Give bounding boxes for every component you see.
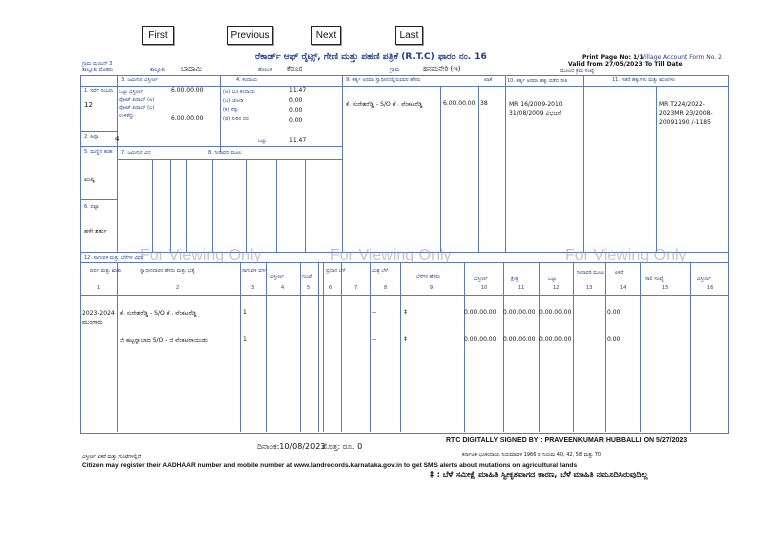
tax-row-1: (ಬ) ಜೋಡಿ xyxy=(223,98,244,104)
survey-number: 12 xyxy=(84,101,93,109)
col-header-2: ಸ್ವಾಧೀನದಾರರ ಹೆಸರು ಮತ್ತು ಭತ್ಯೆ xyxy=(140,268,195,274)
first-button[interactable]: First xyxy=(142,26,174,45)
watermark: For Viewing Only xyxy=(565,247,687,264)
row-class: 1 xyxy=(243,336,247,343)
row-v12: 0.00.00.00 xyxy=(539,336,572,343)
row-v12: 0.00.00.00 xyxy=(539,309,572,316)
digital-signature: RTC DIGITALLY SIGNED BY : PRAVEENKUMAR HUBBALLI ON 5/27/2023 xyxy=(446,437,688,444)
col-num-1: 1 xyxy=(97,285,101,291)
tenure-value: ಹಳೇ ಶರ್ತು xyxy=(84,228,107,235)
row-v14: 0.00 xyxy=(607,309,621,316)
col-header-8: ಮಿಶ್ರ ಬೆಳೆ xyxy=(372,268,388,274)
total-label: ಒಟ್ಟು xyxy=(258,138,267,144)
col-num-8: 8 xyxy=(384,285,388,291)
soil-value: ಖುಷ್ಕಿ xyxy=(84,176,95,183)
form-title: ರೆಕಾರ್ಡ್ ಆಫ್ ರೈಟ್ಸ್, ಗೇಣಿ ಮತ್ತು ಪಹಣಿ ಪತ್ರಿಕೆ (R.T.C) ಫಾರಂ ನಂ. 16 xyxy=(255,52,487,62)
col-header-3: ಸಾಗುವಳಿ ವರ್ಗ xyxy=(242,268,267,274)
watermark: For Viewing Only xyxy=(140,247,262,264)
form-number: Village Account Form No. 2 xyxy=(641,54,722,61)
row-dash: -- xyxy=(372,309,377,316)
col-num-6: 6 xyxy=(329,285,333,291)
col-header-15: ಸಾಲಿ ಸಂಖ್ಯೆ xyxy=(645,276,664,282)
taluk-label: ತಾಲ್ಲೂಕು xyxy=(150,67,166,73)
area-row-3: ಉಳಿಕೆದ್ದು xyxy=(119,113,135,119)
district-label: ಮೂಲದ ಕ್ರಮ ಸಂಖ್ಯೆ xyxy=(560,68,595,74)
hissa-number: 4 xyxy=(115,135,120,143)
col-header-11: ಕ್ಷೇತ್ರ xyxy=(511,276,519,282)
row-dash: -- xyxy=(372,336,377,343)
tax-row-3: (ಡ) ನೀರಿನ ದರ xyxy=(223,116,249,122)
right-acq-value: MR 16/2009-2010 31/08/2009 ವಿಭಜನೆ xyxy=(509,101,563,117)
validity: Valid from 27/05/2023 To Till Date xyxy=(568,61,683,68)
owner-extent: 6.00.00.00 xyxy=(443,100,476,107)
col-header-10: ವಿಸ್ತೀರ್ಣ xyxy=(474,276,488,282)
row-mark: ‡ xyxy=(404,309,407,316)
owner-khata: 38 xyxy=(480,100,488,107)
total-value: 11.47 xyxy=(289,137,307,144)
col-header-14: ಏಕರೆ xyxy=(615,270,624,276)
hissa-label: 2. ಹಿಸ್ಸಾ xyxy=(84,134,99,140)
soil-label: 5. ಮಣ್ಣಿನ ತರಹ xyxy=(84,149,113,155)
col-num-13: 13 xyxy=(586,285,593,291)
area-value-0: 6.00.00.00 xyxy=(171,87,204,94)
col-num-15: 15 xyxy=(662,285,669,291)
area-header: 3. ಜಮೀನಿನ ವಿಸ್ತೀರ್ಣ xyxy=(121,77,158,83)
tenure-label: 6. ಪಟ್ಟಾ xyxy=(84,204,99,210)
col-header-5: ಗುಂಟೆ xyxy=(302,274,312,280)
previous-button[interactable]: Previous xyxy=(227,26,273,45)
col-num-3: 3 xyxy=(251,285,255,291)
col-header-13: ನೀರಾವರಿ ಮೂಲ xyxy=(577,270,605,276)
row-class: 1 xyxy=(243,309,247,316)
tax-value-3: 0.00 xyxy=(289,117,303,124)
col-header-4: ವಿಸ್ತೀರ್ಣ xyxy=(270,274,284,280)
khata-label: ಖಾತೆ xyxy=(484,77,493,83)
tax-value-1: 0.00 xyxy=(289,97,303,104)
row-v11: 0.00.00.00 xyxy=(503,309,536,316)
col-header-16: ವಿಸ್ತೀರ್ಣ xyxy=(697,276,711,282)
col-num-5: 5 xyxy=(307,285,311,291)
right-acq-label: 10. ಕರ್ತೃ ಅಥವಾ ಹಕ್ಕು ಪಡೆದ ರೀತಿ xyxy=(507,78,568,84)
land-type-label: 7. ಜಮೀನಿನ ವಿಧ xyxy=(121,150,151,156)
col-num-12: 12 xyxy=(553,285,560,291)
row-year: 2023-2024 ಮುಂಗಾರು xyxy=(82,310,115,326)
watermark: For Viewing Only xyxy=(330,247,452,264)
tax-value-0: 11.47 xyxy=(289,87,307,94)
row-name: ಕೆ. ಸುರೇಶರೆಡ್ಡಿ - S/O ಕೆ . ವೆಂಕಟರೆಡ್ಡಿ xyxy=(120,310,197,317)
col-num-10: 10 xyxy=(481,285,488,291)
liability-label: 11. ಇತರೆ ಹಕ್ಕುಗಳು ಮತ್ತು ಋಣಗಳು xyxy=(612,77,676,83)
footer-date: ದಿನಾಂಕ:10/08/2023 xyxy=(257,442,326,451)
col-header-9: ಬೆಳೆಗಳ ಹೆಸರು xyxy=(416,274,441,280)
last-button[interactable]: Last xyxy=(395,26,423,45)
irrigation-label: 8. ನೀರಾವರಿ ಮೂಲ xyxy=(208,150,242,156)
area-row-2: ಪೋಟ್ ಖರಾಬ್ (ಬ) xyxy=(119,105,155,111)
grama-label: ಗ್ರಾಮ xyxy=(390,67,400,73)
area-value-3: 6.00.00.00 xyxy=(171,115,204,122)
col-num-16: 16 xyxy=(707,285,714,291)
hobli-value: ಕೆರೂರ xyxy=(287,65,303,73)
col-header-12: ಒಟ್ಟು xyxy=(548,276,557,282)
area-row-0: ಒಟ್ಟು ವಿಸ್ತೀರ್ಣ xyxy=(119,89,144,95)
col-num-11: 11 xyxy=(518,285,525,291)
tax-value-2: 0.00 xyxy=(289,107,303,114)
row-v10: 0.00.00.00 xyxy=(464,309,497,316)
footer-sum: ಮೊತ್ತ: ರೂ. 0 xyxy=(322,442,363,451)
taluk-prefix-label: ತಾಲ್ಲೂಕು ಮೊಹರು xyxy=(82,67,114,73)
owner-name: ಕೆ. ಸುರೇಶರೆಡ್ಡಿ - S/O ಕೆ . ವೆಂಕಟರೆಡ್ಡಿ xyxy=(346,101,423,108)
tax-row-0: (ಅ) ಭೂ ಕಂದಾಯ xyxy=(223,89,255,95)
print-page-no: Print Page No: 1/1 xyxy=(582,54,644,61)
liability-value: MR T224/2022-2023MR 23/2008-20091190 /-1185 xyxy=(659,101,713,126)
col-header-7: ಪ್ರಧಾನ ಬೆಳೆ xyxy=(326,268,346,274)
next-button[interactable]: Next xyxy=(311,26,341,45)
row-v11: 0.00.00.00 xyxy=(503,336,536,343)
footer-note-left: ವಿಸ್ತೀರ್ಣ ಏಕರೆ ಮತ್ತು ಗುಂಟೆಗಳಲ್ಲಿದೆ xyxy=(82,454,142,460)
row-mark: ‡ xyxy=(404,336,407,343)
crop-survey-note: ‡ : ಬೆಳೆ ಸಮೀಕ್ಷೆ ಮಾಹಿತಿ ಸ್ವೀಕೃತವಾಗದ ಕಾರಣ, ಬೆಳೆ ಮಾಹಿತಿ ನಮೂದಿಸಿರುವುದಿಲ್ಲ xyxy=(430,470,648,479)
col-num-2: 2 xyxy=(176,285,180,291)
area-row-1: ಪೋಟ್ ಖರಾಬ್ (ಅ) xyxy=(119,97,155,103)
grama-value: ಹನಮನೇರಿ (ಇ) xyxy=(423,65,461,73)
col-header-1: ವರ್ಷ ಮತ್ತು ಋತು xyxy=(90,268,122,274)
col-num-9: 9 xyxy=(430,285,434,291)
survey-label: 1. ಸರ್ವೆ ನಂಬರು xyxy=(84,88,114,94)
cultivation-label: 12. ಸಾಗುವಳಿ ಮತ್ತು ಬೆಳೆಗಳ ವಿವರ xyxy=(84,255,144,261)
hobli-label: ಹೋಬಳಿ xyxy=(258,67,273,73)
footer-note-right: ಕರ್ನಾಟಕ ಭೂಕಂದಾಯ ನಿಯಮಾವಳಿ 1966 ರ ನಿಯಮ 40, 42, 58 ಮತ್ತು 70 xyxy=(462,452,602,458)
tax-header: 4. ಕಂದಾಯ xyxy=(236,77,258,83)
col-num-7: 7 xyxy=(354,285,358,291)
row-v10: 0.00.00.00 xyxy=(464,336,497,343)
row-v14: 0.00 xyxy=(607,336,621,343)
taluk-value: ಬಾದಾಮಿ xyxy=(181,65,202,73)
tax-row-2: (ಕ) ಸೆಸ್ಸು xyxy=(223,107,239,113)
citizen-note: Citizen may register their AADHAAR number and mobile number at www.landrecords.karnataka.gov.in to get SMS alerts about mutations on agricultural lands xyxy=(82,462,578,469)
col-num-14: 14 xyxy=(620,285,627,291)
col-num-4: 4 xyxy=(281,285,285,291)
owner-label: 9. ಕರ್ತೃ ಅಥವಾ ಸ್ವಾಧೀನದಲ್ಲಿರುವವರ ಹೆಸರು xyxy=(346,77,421,83)
village-label: ಗ್ರಾಮ ಮಯಿನ್ 3 xyxy=(82,61,113,67)
row-name: ಜಿ ಹಟ್ಟನ್ನಾಬಾದ S/O - ಜಿ ವೆಂಕಟರಾಯುಡು xyxy=(120,337,208,344)
